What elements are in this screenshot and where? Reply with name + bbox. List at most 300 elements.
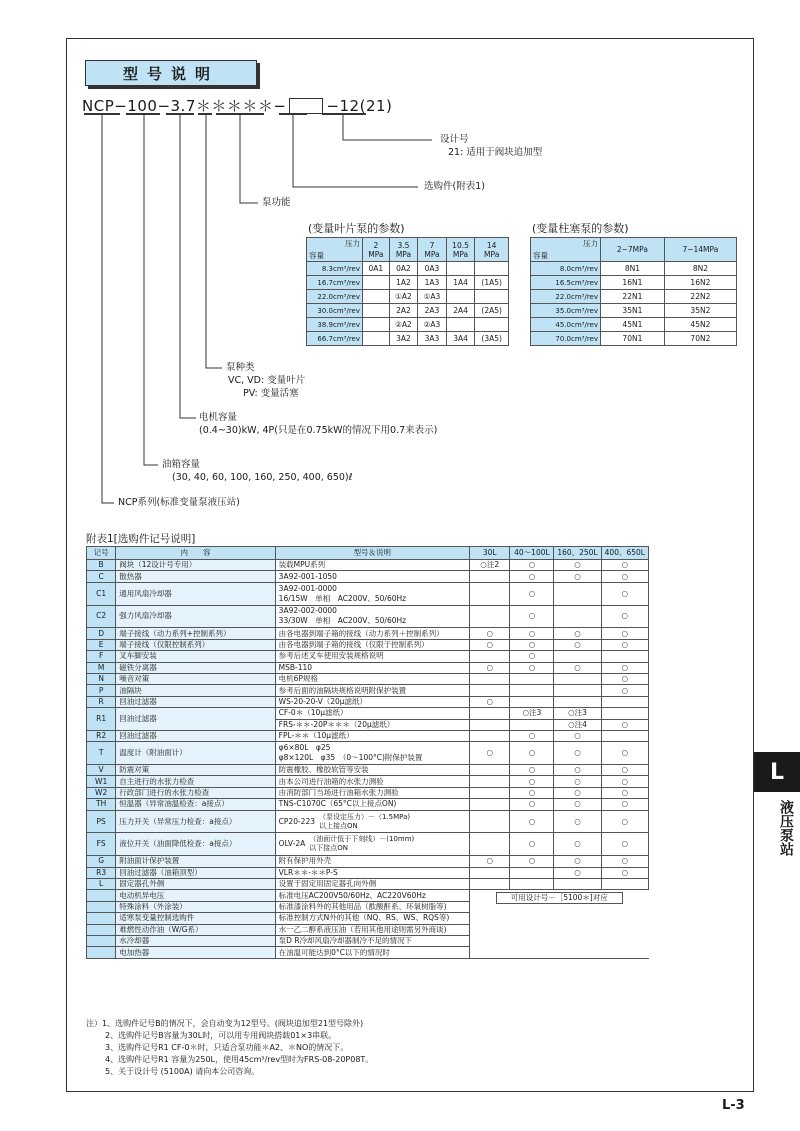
appendix-mark: ○ [510, 787, 554, 798]
appendix-code: M [87, 662, 116, 673]
appendix-mark: ○ [601, 833, 648, 856]
vane-header: 7 MPa [418, 238, 447, 262]
side-tab: L [754, 752, 800, 792]
appendix-desc: 装载MPU系列 [275, 560, 469, 571]
appendix-mark: ○ [510, 560, 554, 571]
appendix-code [87, 913, 116, 924]
vane-pump-table [306, 237, 509, 346]
vane-header: 3.5 MPa [389, 238, 418, 262]
appendix-mark [510, 879, 554, 890]
appendix-row [87, 730, 649, 741]
appendix-code: W1 [87, 776, 116, 787]
vane-cell: 1A2 [389, 276, 418, 290]
appendix-name: 散热器 [116, 571, 275, 582]
appendix-mark: ○ [554, 833, 601, 856]
appendix-desc: 参考后述叉车使用安装规格说明 [275, 651, 469, 662]
vane-cell [363, 304, 390, 318]
appendix-mark: ○ [510, 810, 554, 833]
appendix-mark: ○ [510, 639, 554, 650]
appendix-mark: ○ [601, 742, 648, 765]
piston-row [531, 276, 737, 290]
appendix-row [87, 651, 649, 662]
appendix-desc [275, 742, 469, 765]
piston-row [531, 304, 737, 318]
appendix-mark [510, 719, 554, 730]
appendix-desc [275, 810, 469, 833]
vane-cell: ②A2 [389, 318, 418, 332]
appendix-code: C2 [87, 605, 116, 628]
appendix-desc: 由本公司进行油箱的水张力测验 [275, 776, 469, 787]
piston-cell: 70N1 [601, 332, 665, 346]
appendix-name: 恒温器（异常油温检查：a接点） [116, 799, 275, 810]
appendix-mark [601, 730, 648, 741]
appendix-row [87, 856, 649, 867]
vane-row [307, 276, 509, 290]
appendix-code: T [87, 742, 116, 765]
appendix-name: 行政部门进行的水张力检查 [116, 787, 275, 798]
appendix-mark: ○ [601, 867, 648, 878]
appendix-desc: 由各电器到端子箱的接线（动力系列＋控制系列） [275, 628, 469, 639]
appendix-name: 油隔块 [116, 685, 275, 696]
appendix-name: 适寒泵变量控制选购件 [116, 913, 275, 924]
appendix-name: 附油面计保护装置 [116, 856, 275, 867]
appendix-desc-line: 以下接点ON [309, 844, 348, 853]
vane-cell: 1A4 [446, 276, 475, 290]
appendix-mark [510, 685, 554, 696]
vane-cell: 1A3 [418, 276, 447, 290]
appendix-mark [554, 879, 601, 890]
vane-cell [446, 262, 475, 276]
vane-row [307, 332, 509, 346]
piston-corner-capacity: 容量 [533, 251, 548, 260]
appendix-name: 端子接线（动力系列+控制系列） [116, 628, 275, 639]
appendix-mark: ○ [469, 628, 510, 639]
appendix-mark [510, 696, 554, 707]
appendix-name: 自主进行的水张力检查 [116, 776, 275, 787]
appendix-name: 回油过滤器（油箱顶型） [116, 867, 275, 878]
appendix-mark: ○ [601, 810, 648, 833]
appendix-row [87, 560, 649, 571]
appendix-desc: CF-0＊（10μ滤纸） [275, 708, 469, 719]
appendix-row [87, 776, 649, 787]
vane-row [307, 318, 509, 332]
appendix-mark [469, 787, 510, 798]
appendix-name: 电动机异电压 [116, 890, 275, 901]
vane-cell: 2A2 [389, 304, 418, 318]
appendix-mark [469, 685, 510, 696]
piston-cell: 45N1 [601, 318, 665, 332]
appendix-mark [469, 582, 510, 605]
appendix-mark: ○ [510, 799, 554, 810]
appendix-table [86, 546, 649, 959]
appendix-mark: ○ [554, 639, 601, 650]
piston-cell: 35N2 [664, 304, 736, 318]
appendix-mark: ○ [601, 639, 648, 650]
appendix-mark [510, 673, 554, 684]
appendix-mark [469, 776, 510, 787]
appendix-mark: ○ [510, 765, 554, 776]
appendix-name: 回油过滤器 [116, 730, 275, 741]
vane-cell [446, 318, 475, 332]
appendix-mark: ○ [601, 582, 648, 605]
piston-capacity: 8.0cm³/rev [531, 262, 601, 276]
note-line: 3、选购件记号R1 CF-0＊时，只适合泵功能＊A2、＊NO的情况下。 [105, 1043, 349, 1052]
pump-type-vc: VC, VD: 变量叶片 [228, 375, 306, 386]
appendix-mark [510, 867, 554, 878]
vane-cell: ①A2 [389, 290, 418, 304]
appendix-code: G [87, 856, 116, 867]
vane-capacity: 16.7cm³/rev [307, 276, 363, 290]
appendix-mark: ○ [554, 867, 601, 878]
vane-capacity: 22.0cm³/rev [307, 290, 363, 304]
appendix-row [87, 605, 649, 628]
piston-row [531, 332, 737, 346]
pump-function-label: 泵功能 [262, 197, 291, 208]
design-no-label: 设计号 [440, 134, 469, 145]
piston-cell: 16N1 [601, 276, 665, 290]
appendix-code [87, 890, 116, 901]
appendix-mark: ○ [601, 787, 648, 798]
appendix-mark: ○ [510, 605, 554, 628]
appendix-desc: 电机6P规格 [275, 673, 469, 684]
appendix-row [87, 799, 649, 810]
piston-capacity: 16.5cm³/rev [531, 276, 601, 290]
appendix-code: TH [87, 799, 116, 810]
appendix-code: PS [87, 810, 116, 833]
appendix-mark [554, 696, 601, 707]
appendix-mark: ○ [601, 673, 648, 684]
appendix-mark: ○ [554, 856, 601, 867]
appendix-name: 防震对策 [116, 765, 275, 776]
appendix-header: 160、250L [554, 547, 601, 560]
appendix-row [87, 833, 649, 856]
piston-capacity: 35.0cm³/rev [531, 304, 601, 318]
piston-cell: 35N1 [601, 304, 665, 318]
appendix-mark: ○ [601, 628, 648, 639]
appendix-mark: ○ [510, 742, 554, 765]
vane-cell: 2A3 [418, 304, 447, 318]
motor-label: 电机容量 [199, 412, 238, 423]
appendix-desc: 标准控制方式N外的其他（NQ、RS、WS、RQS等) [275, 913, 469, 924]
vane-capacity: 30.0cm³/rev [307, 304, 363, 318]
appendix-code: D [87, 628, 116, 639]
appendix-row [87, 571, 649, 582]
appendix-name: 回油过滤器 [116, 696, 275, 707]
appendix-mark [469, 810, 510, 833]
appendix-mark: ○ [469, 856, 510, 867]
appendix-code: P [87, 685, 116, 696]
note-line: 2、选购件记号B容量为30L时，可以用专用阀块搭载01×3串联。 [105, 1031, 337, 1040]
appendix-mark: ○ [554, 571, 601, 582]
appendix-row [87, 639, 649, 650]
appendix-mark: ○ [601, 776, 648, 787]
piston-cell: 22N2 [664, 290, 736, 304]
appendix-mark [554, 651, 601, 662]
appendix-mark [469, 765, 510, 776]
appendix-row [87, 673, 649, 684]
tank-label: 油箱容量 [162, 459, 201, 470]
appendix-name: 特殊涂料（外涂装） [116, 901, 275, 912]
appendix-desc-line: 16/15W 单相 AC200V、50/60Hz [278, 593, 407, 603]
piston-header: 7~14MPa [664, 238, 736, 262]
appendix-mark [469, 879, 510, 890]
appendix-mark: ○ [554, 787, 601, 798]
vane-cell: (3A5) [475, 332, 509, 346]
appendix-name: 压力开关（异常压力检查：a接点） [116, 810, 275, 833]
pump-type-pv: PV: 变量活塞 [243, 388, 299, 399]
appendix-mark: ○ [554, 810, 601, 833]
vane-cell: 2A4 [446, 304, 475, 318]
appendix-mark: ○ [601, 571, 648, 582]
piston-corner-pressure: 压力 [583, 239, 598, 248]
appendix-mark [554, 673, 601, 684]
appendix-desc [275, 582, 469, 605]
appendix-desc: 3A92-001-1050 [275, 571, 469, 582]
appendix-code: C1 [87, 582, 116, 605]
design-no-sub: 21: 适用于阀块追加型 [448, 147, 543, 158]
appendix-mark: ○注2 [469, 560, 510, 571]
vane-cell [475, 262, 509, 276]
vane-row [307, 290, 509, 304]
appendix-row [87, 765, 649, 776]
piston-cell: 22N1 [601, 290, 665, 304]
appendix-desc: 在油温可能达到0°C以下的情况时 [275, 947, 469, 958]
appendix-header: 30L [469, 547, 510, 560]
appendix-row [87, 879, 649, 890]
appendix-name: 叉车脚安装 [116, 651, 275, 662]
appendix-name: 难燃性动作油（W/G系） [116, 924, 275, 935]
appendix-mark: ○ [554, 662, 601, 673]
appendix-code: L [87, 879, 116, 890]
appendix-mark [601, 651, 648, 662]
appendix-mark: ○ [510, 628, 554, 639]
appendix-mark [469, 571, 510, 582]
appendix-mark [554, 605, 601, 628]
appendix-mark: ○ [601, 765, 648, 776]
vane-cell: 3A2 [389, 332, 418, 346]
piston-row [531, 318, 737, 332]
appendix-desc: FPL-＊＊（10μ滤纸） [275, 730, 469, 741]
appendix-code [87, 924, 116, 935]
vane-header: 14 MPa [475, 238, 509, 262]
appendix-mark: ○ [601, 685, 648, 696]
appendix-mark [601, 696, 648, 707]
appendix-mark: ○ [510, 651, 554, 662]
appendix-header: 40～100L [510, 547, 554, 560]
appendix-mark: ○ [554, 628, 601, 639]
appendix-code: N [87, 673, 116, 684]
vane-cell: ②A3 [418, 318, 447, 332]
appendix-code: R3 [87, 867, 116, 878]
appendix-row [87, 685, 649, 696]
appendix-mark: ○ [601, 856, 648, 867]
appendix-desc: WS-20-20-V（20μ滤纸） [275, 696, 469, 707]
appendix-header: 记号 [87, 547, 116, 560]
appendix-desc: 设置于固定用固定器孔向外侧 [275, 879, 469, 890]
motor-sub: (0.4~30)kW, 4P(只是在0.75kW的情况下用0.7来表示) [199, 425, 438, 436]
appendix-code [87, 947, 116, 958]
appendix-desc-line: （油面计低于下刻线）－(10mm) [309, 835, 415, 844]
vane-cell: 3A3 [418, 332, 447, 346]
vane-header: 2 MPa [363, 238, 390, 262]
appendix-mark: ○ [554, 742, 601, 765]
appendix-desc: 附有保护用外壳 [275, 856, 469, 867]
tank-sub: (30, 40, 60, 100, 160, 250, 400, 650)ℓ [172, 472, 353, 483]
appendix-mark: ○ [510, 582, 554, 605]
appendix-mark: ○ [469, 639, 510, 650]
appendix-code [87, 901, 116, 912]
appendix-mark [554, 685, 601, 696]
appendix-name: 电加热器 [116, 947, 275, 958]
vane-row [307, 262, 509, 276]
appendix-mark: ○ [601, 560, 648, 571]
vane-capacity: 38.9cm³/rev [307, 318, 363, 332]
appendix-code: W2 [87, 787, 116, 798]
appendix-desc-model: CP20-223 [278, 816, 315, 826]
appendix-code: R [87, 696, 116, 707]
appendix-mark: ○ [510, 776, 554, 787]
appendix-desc: 防震橡胶、橡胶软管等安装 [275, 765, 469, 776]
vane-cell: 0A1 [363, 262, 390, 276]
piston-capacity: 22.0cm³/rev [531, 290, 601, 304]
series-label: NCP系列(标准变量泵液压站) [118, 497, 240, 508]
appendix-mark [601, 708, 648, 719]
note-line: 4、选购件记号R1 容量为250L，使用45cm³/rev型时为FRS-08-20P08T。 [105, 1055, 374, 1064]
appendix-mark: ○ [601, 799, 648, 810]
piston-cell: 8N1 [601, 262, 665, 276]
vane-cell [363, 290, 390, 304]
appendix-name: 水冷却器 [116, 935, 275, 946]
appendix-code: R2 [87, 730, 116, 741]
appendix-row [87, 696, 649, 707]
note-line: 注）1、选购件记号B的情况下，会自动变为12型号。(阀块追加型21型号除外) [86, 1019, 364, 1028]
appendix-code: E [87, 639, 116, 650]
appendix-desc: 标准电压AC200V50/60Hz、AC220V60Hz [275, 890, 469, 901]
vane-cell: (2A5) [475, 304, 509, 318]
piston-header: 2~7MPa [601, 238, 665, 262]
vane-table-title: (变量叶片泵的参数) [308, 222, 405, 235]
vane-corner-pressure: 压力 [345, 239, 360, 248]
appendix-desc [275, 833, 469, 856]
appendix-mark [469, 833, 510, 856]
appendix-name: 强力风扇冷却器 [116, 605, 275, 628]
appendix-row [87, 787, 649, 798]
model-code-suffix: −12(21) [326, 96, 393, 115]
appendix-mark: ○ [601, 719, 648, 730]
section-title: 型号说明 [85, 60, 257, 86]
appendix-name: 噪音对策 [116, 673, 275, 684]
appendix-desc: 参考后面的油隔块规格说明附保护装置 [275, 685, 469, 696]
appendix-desc: FRS-＊＊-20P＊＊＊（20μ滤纸） [275, 719, 469, 730]
appendix-mark [469, 673, 510, 684]
note-line: 5、关于设计号 (5100A) 请向本公司咨询。 [105, 1067, 260, 1076]
appendix-mark [469, 799, 510, 810]
vane-cell: ①A3 [418, 290, 447, 304]
appendix-name: 磁铁分离器 [116, 662, 275, 673]
appendix-desc-line: 3A92-002-0000 [278, 606, 337, 616]
appendix-desc: TNS-C1070C（65°C以上接点ON) [275, 799, 469, 810]
vane-cell [475, 318, 509, 332]
piston-capacity: 45.0cm³/rev [531, 318, 601, 332]
vane-corner-cell [307, 238, 363, 262]
appendix-mark: ○ [510, 856, 554, 867]
vane-header: 10.5 MPa [446, 238, 475, 262]
appendix-row [87, 582, 649, 605]
appendix-desc: 由消防部门当场进行油箱水张力测验 [275, 787, 469, 798]
appendix-mark [469, 719, 510, 730]
appendix-mark: ○ [510, 730, 554, 741]
appendix-desc [275, 605, 469, 628]
design-no-note: 可用设计号－［5100＊]对应 [496, 892, 623, 904]
vane-cell [475, 290, 509, 304]
appendix-code: R1 [87, 708, 116, 731]
appendix-mark: ○ [601, 662, 648, 673]
piston-capacity: 70.0cm³/rev [531, 332, 601, 346]
appendix-mark [601, 879, 648, 890]
appendix-desc: 水一乙二醇系液压油（若用其他用途则需另外商谈) [275, 924, 469, 935]
appendix-mark: ○ [554, 560, 601, 571]
appendix-desc-model: OLV-2A [278, 839, 306, 849]
appendix-mark [554, 582, 601, 605]
appendix-mark: ○ [469, 742, 510, 765]
appendix-desc: 泵D R冷却风扇冷却器制冷不足的情况下 [275, 935, 469, 946]
appendix-header: 400、650L [601, 547, 648, 560]
appendix-desc: 由各电器到端子箱的接线（仅限于控制系列） [275, 639, 469, 650]
appendix-title: 附表1[选购件记号说明] [86, 533, 196, 545]
side-text: 液压泵站 [778, 800, 794, 856]
appendix-header: 内 容 [116, 547, 275, 560]
appendix-mark: ○ [554, 799, 601, 810]
appendix-row [87, 628, 649, 639]
piston-pump-table [530, 237, 737, 346]
vane-cell [363, 318, 390, 332]
appendix-code: F [87, 651, 116, 662]
appendix-mark: ○ [510, 662, 554, 673]
model-code-prefix: NCP−100−3.7＊＊＊＊＊− [82, 97, 287, 115]
piston-cell: 8N2 [664, 262, 736, 276]
piston-table-title: (变量柱塞泵的参数) [532, 222, 629, 235]
appendix-row [87, 890, 649, 901]
appendix-code: FS [87, 833, 116, 856]
appendix-name: 温度计（附油面计） [116, 742, 275, 765]
appendix-desc-line: 33/30W 单相 AC200V、50/60Hz [278, 616, 407, 626]
vane-cell: 0A3 [418, 262, 447, 276]
vane-capacity: 66.7cm³/rev [307, 332, 363, 346]
appendix-mark [469, 605, 510, 628]
appendix-desc-line: 3A92-001-0000 [278, 583, 337, 593]
appendix-row [87, 742, 649, 765]
vane-cell: 3A4 [446, 332, 475, 346]
vane-row [307, 304, 509, 318]
piston-row [531, 262, 737, 276]
piston-cell: 45N2 [664, 318, 736, 332]
appendix-name: 固定器孔外侧 [116, 879, 275, 890]
appendix-desc-line: （泵设定压力）－（1.5MPa) [319, 812, 411, 821]
appendix-mark [469, 708, 510, 719]
appendix-name: 回油过滤器 [116, 708, 275, 731]
vane-corner-capacity: 容量 [309, 251, 324, 260]
appendix-mark: ○ [469, 662, 510, 673]
appendix-desc: VLR＊＊-＊＊P-S [275, 867, 469, 878]
appendix-mark: ○ [510, 833, 554, 856]
appendix-mark: ○ [469, 696, 510, 707]
vane-cell [446, 290, 475, 304]
appendix-desc-line: 以上接点ON [319, 821, 358, 830]
appendix-mark: ○ [510, 571, 554, 582]
vane-cell [363, 276, 390, 290]
appendix-mark: ○注3 [554, 708, 601, 719]
vane-capacity: 8.3cm³/rev [307, 262, 363, 276]
